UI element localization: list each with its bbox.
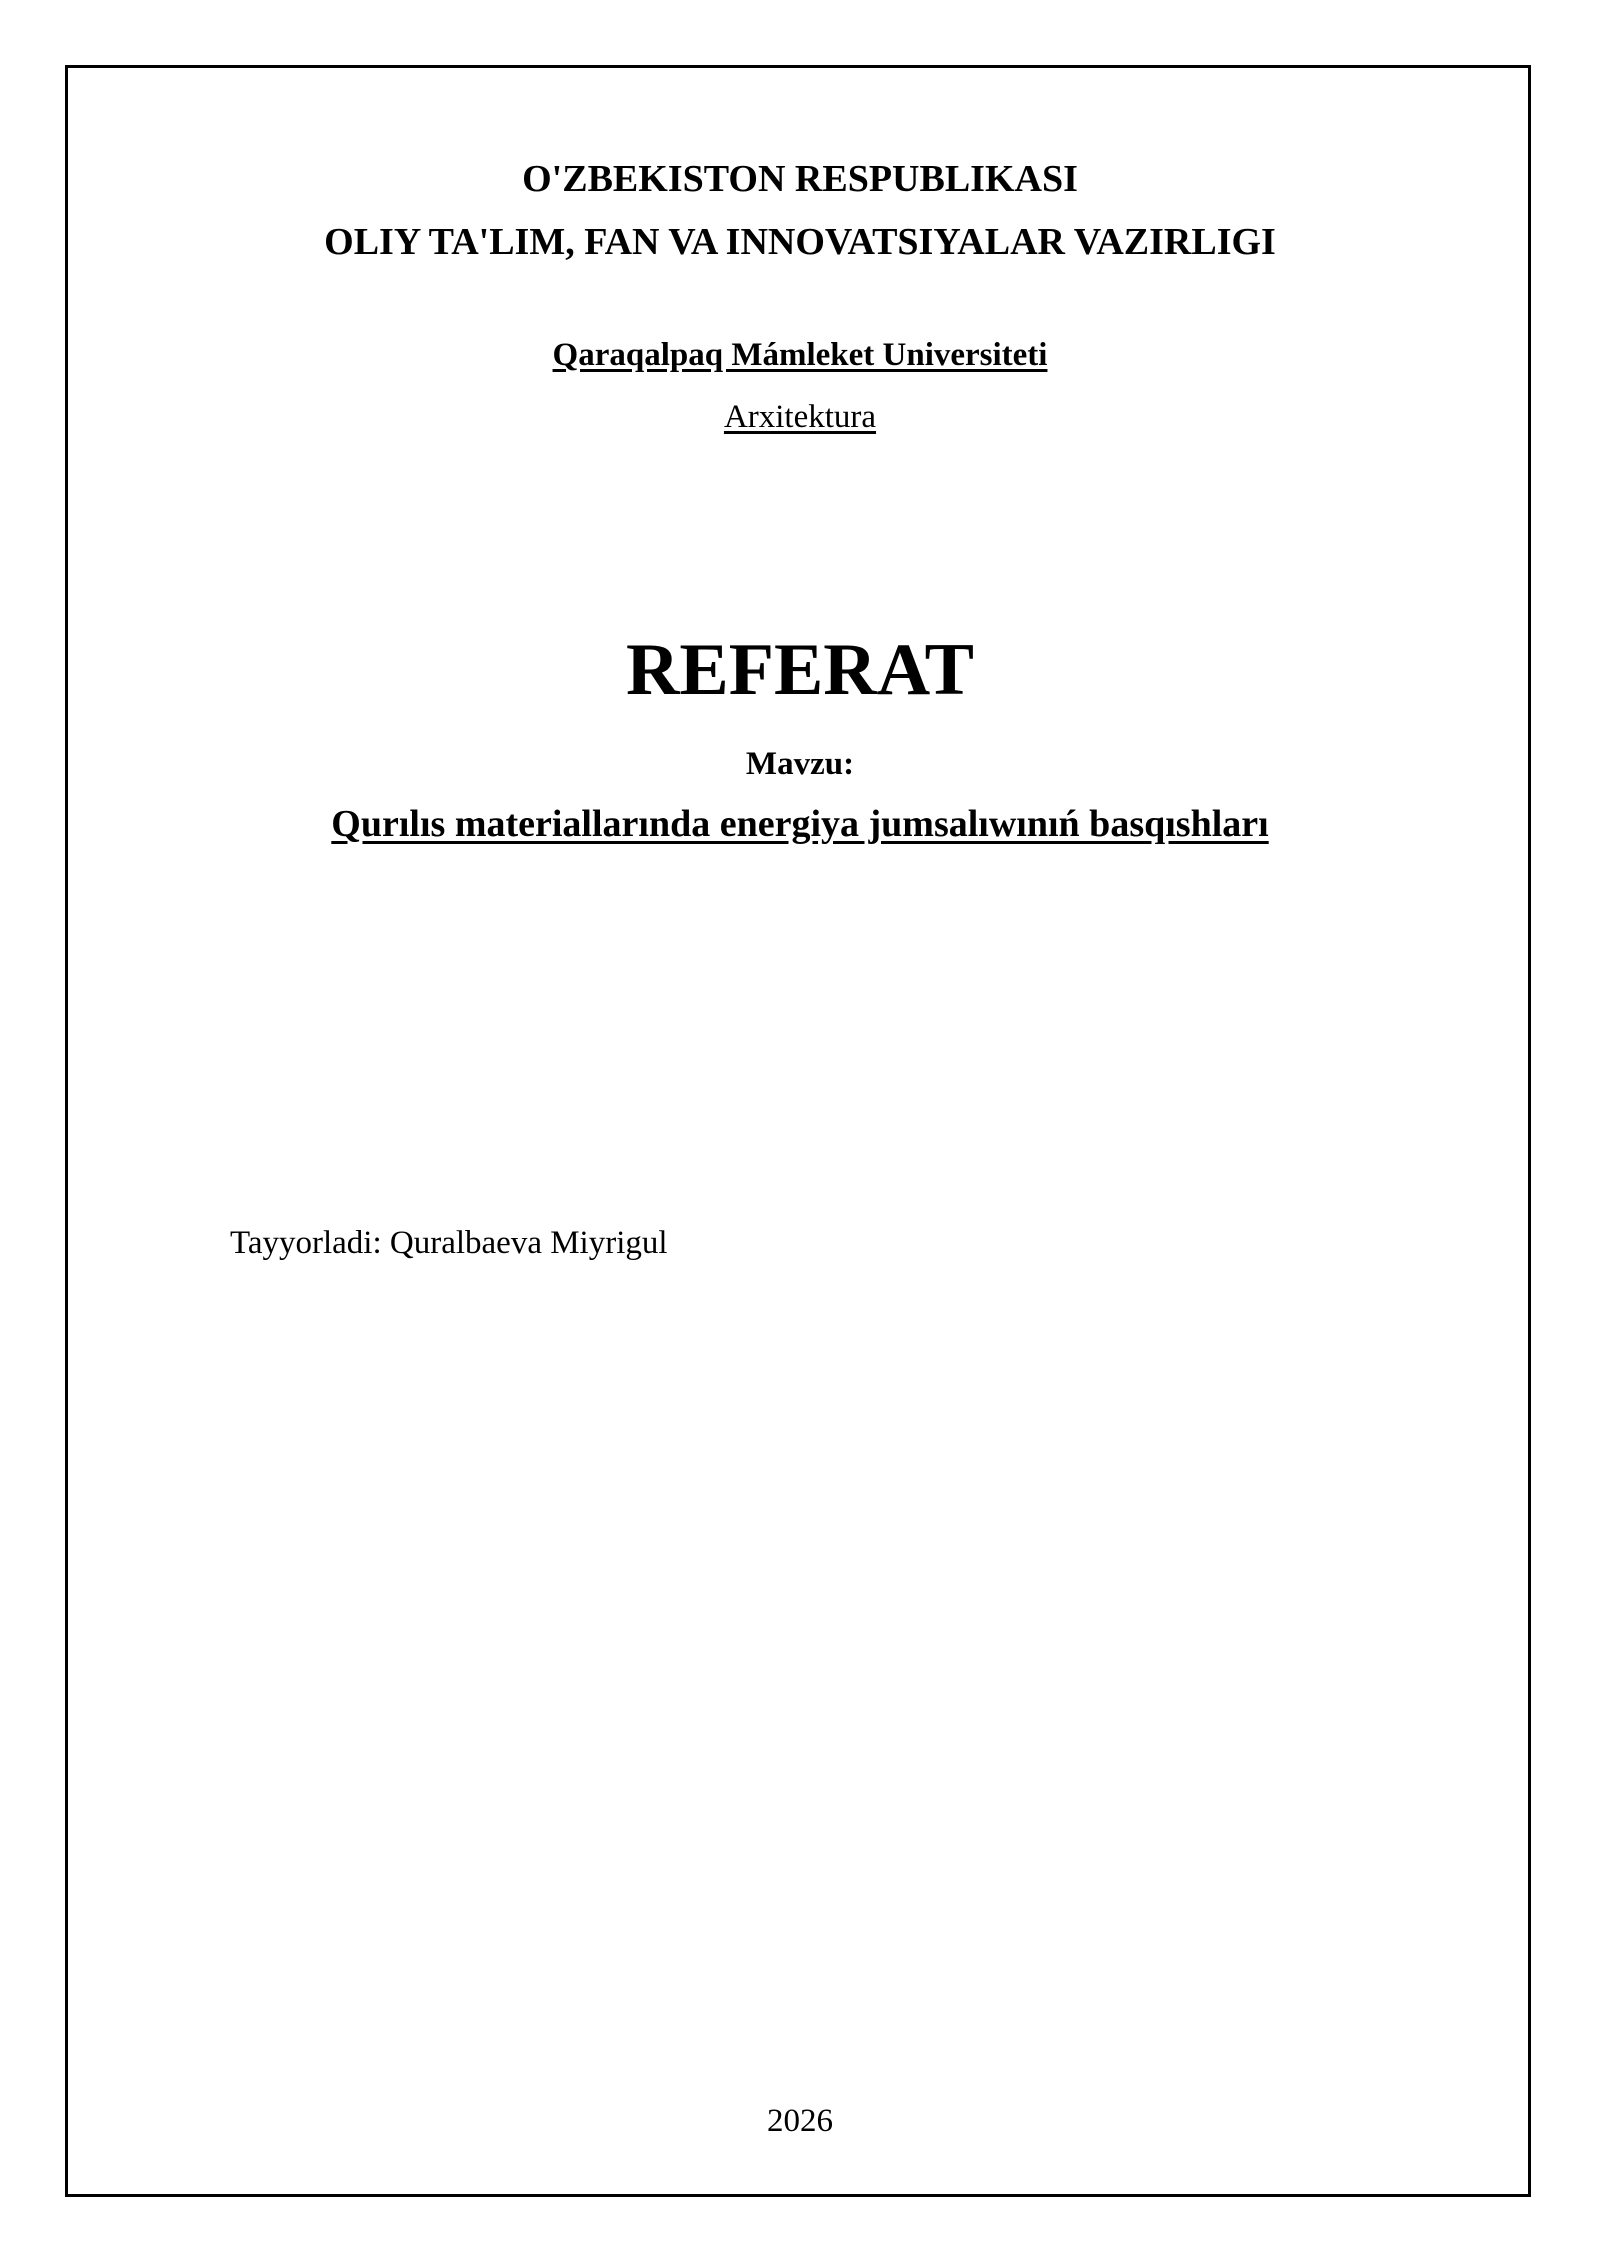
- university-name: Qaraqalpaq Mámleket Universiteti: [552, 337, 1048, 373]
- ministry-title: OLIY TA'LIM, FAN VA INNOVATSIYALAR VAZIRLIGI: [324, 221, 1276, 263]
- topic-title: Qurılıs materiallarında energiya jumsalıwınıń basqıshları: [331, 803, 1269, 845]
- topic-label: Mavzu:: [745, 746, 855, 782]
- page-border: [65, 65, 1531, 2197]
- author-line: Tayyorladi: Quralbaeva Miyrigul: [230, 1225, 668, 1261]
- year: 2026: [767, 2103, 833, 2139]
- department-name: Arxitektura: [723, 399, 877, 435]
- republic-title: O'ZBEKISTON RESPUBLIKASI: [522, 158, 1078, 200]
- document-type-heading: REFERAT: [625, 629, 975, 711]
